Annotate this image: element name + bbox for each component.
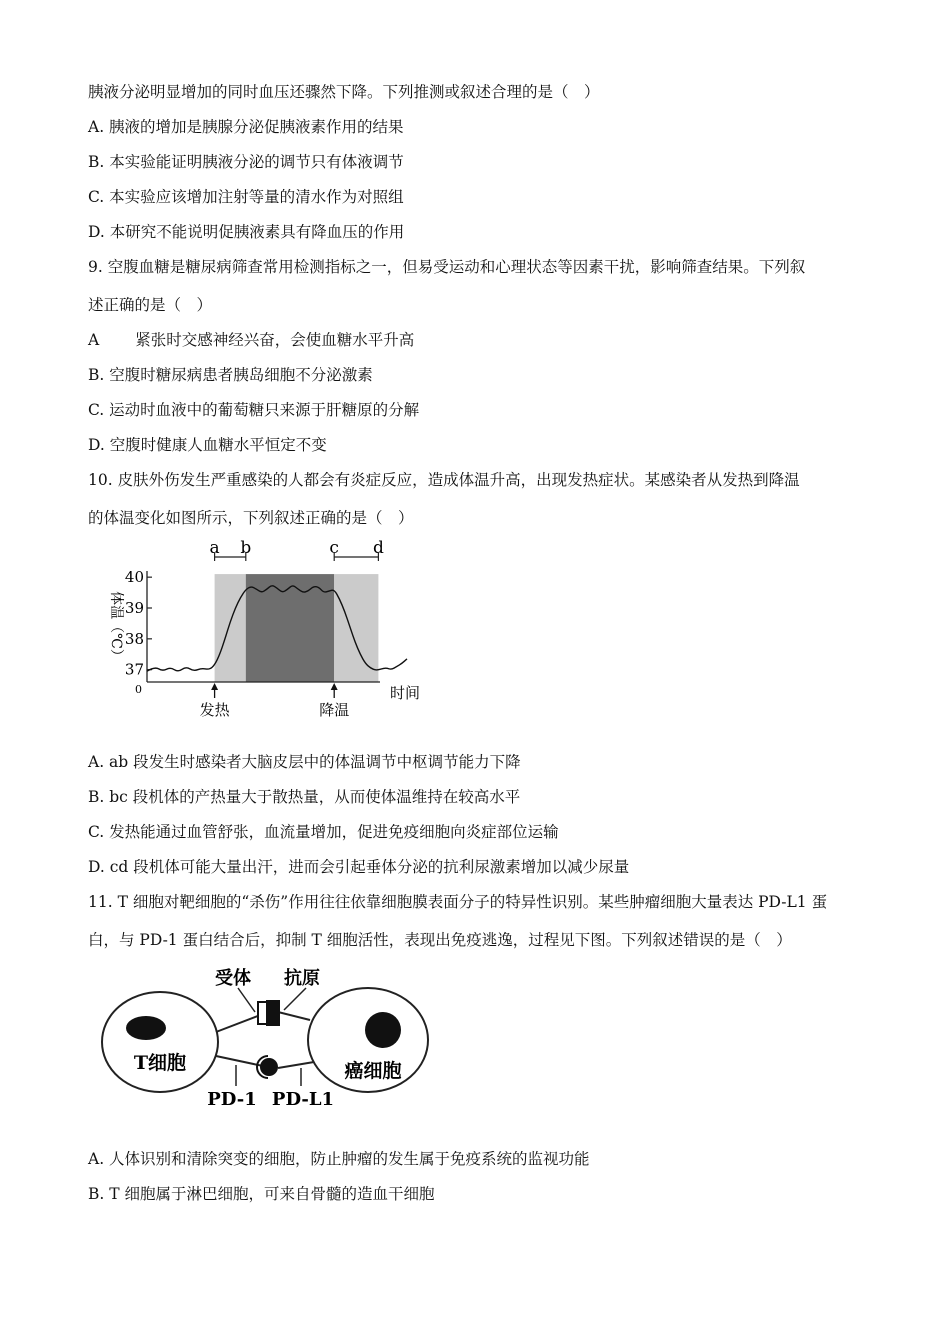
- pd1-label: PD-1: [207, 1089, 257, 1110]
- band-cd: [334, 574, 378, 682]
- pdl1-label: PD-L1: [271, 1089, 335, 1110]
- event-arrowhead-0: [211, 683, 218, 690]
- y-tick-label-0: 37: [124, 660, 144, 679]
- pd1-diagram: [98, 962, 438, 1120]
- antigen-pointer: [284, 988, 306, 1010]
- segment-label-b: b: [240, 538, 252, 558]
- q9-option-b: B. 空腹时糖尿病患者胰岛细胞不分泌激素: [88, 366, 373, 384]
- q8-option-b: B. 本实验能证明胰液分泌的调节只有体液调节: [88, 153, 404, 171]
- temperature-chart: [95, 535, 435, 725]
- event-label-0: 发热: [199, 701, 230, 719]
- q9-option-a-label: A: [88, 331, 100, 349]
- q9-option-a-text: 紧张时交感神经兴奋，会使血糖水平升高: [135, 331, 415, 349]
- membrane-top-left: [216, 1014, 263, 1032]
- receptor-label: 受体: [215, 968, 251, 989]
- q11-stem-line1: 11. T 细胞对靶细胞的“杀伤”作用往往依靠细胞膜表面分子的特异性识别。某些肿瘤细胞大量表达 PD-L1 蛋: [88, 893, 828, 911]
- segment-label-c: c: [329, 538, 339, 558]
- q10-stem-line1: 10. 皮肤外伤发生严重感染的人都会有炎症反应，造成体温升高，出现发热症状。某感染者从发热到降温: [88, 471, 800, 489]
- y-tick-label-3: 40: [124, 568, 144, 587]
- segment-label-a: a: [209, 538, 220, 558]
- q11-option-a: A. 人体识别和清除突变的细胞，防止肿瘤的发生属于免疫系统的监视功能: [88, 1150, 590, 1168]
- antigen-shape: [266, 1000, 280, 1026]
- q8-option-d: D. 本研究不能说明促胰液素具有降血压的作用: [88, 223, 405, 241]
- event-arrowhead-1: [331, 683, 338, 690]
- y-tick-label-1: 38: [124, 629, 144, 648]
- origin-label: 0: [135, 683, 142, 696]
- q8-stem: 胰液分泌明显增加的同时血压还骤然下降。下列推测或叙述合理的是（ ）: [88, 83, 600, 101]
- t-cell-label: T细胞: [133, 1052, 187, 1074]
- q9-option-d: D. 空腹时健康人血糖水平恒定不变: [88, 436, 327, 454]
- q10-option-d: D. cd 段机体可能大量出汗，进而会引起垂体分泌的抗利尿激素增加以减少尿量: [88, 858, 630, 876]
- y-tick-label-2: 39: [124, 599, 144, 617]
- antigen-label: 抗原: [284, 968, 320, 989]
- q9-stem-line1: 9. 空腹血糖是糖尿病筛查常用检测指标之一，但易受运动和心理状态等因素干扰，影响筛查结果。下列叙: [88, 258, 806, 276]
- segment-label-d: d: [372, 538, 384, 558]
- band-ab: [215, 574, 246, 682]
- q10-option-a: A. ab 段发生时感染者大脑皮层中的体温调节中枢调节能力下降: [88, 753, 521, 771]
- cancer-cell-nucleus: [365, 1012, 401, 1048]
- event-label-1: 降温: [319, 701, 350, 719]
- q9-option-c: C. 运动时血液中的葡萄糖只来源于肝糖原的分解: [88, 401, 420, 419]
- pdl1-shape: [260, 1058, 278, 1076]
- q11-stem-line2: 白，与 PD-1 蛋白结合后，抑制 T 细胞活性，表现出免疫逃逸，过程见下图。下列叙述错误的是（ ）: [88, 931, 792, 949]
- membrane-bottom-left: [216, 1056, 263, 1066]
- q10-option-c: C. 发热能通过血管舒张，血流量增加，促进免疫细胞向炎症部位运输: [88, 823, 559, 841]
- t-cell: [102, 992, 218, 1092]
- receptor-shape: [258, 1002, 267, 1024]
- q11-option-b: B. T 细胞属于淋巴细胞，可来自骨髓的造血干细胞: [88, 1185, 435, 1203]
- receptor-pointer: [238, 988, 255, 1012]
- cancer-cell-label: 癌细胞: [344, 1060, 402, 1082]
- q9-stem-line2: 述正确的是（ ）: [88, 296, 213, 314]
- q8-option-c: C. 本实验应该增加注射等量的清水作为对照组: [88, 188, 404, 206]
- membrane-bottom-right: [278, 1062, 314, 1068]
- q10-option-b: B. bc 段机体的产热量大于散热量，从而使体温维持在较高水平: [88, 788, 521, 806]
- x-axis-label: 时间: [390, 684, 421, 702]
- q10-stem-line2: 的体温变化如图所示，下列叙述正确的是（ ）: [88, 509, 414, 527]
- y-axis-label: 体温（℃）: [108, 591, 124, 663]
- t-cell-nucleus: [126, 1016, 166, 1040]
- q8-option-a: A. 胰液的增加是胰腺分泌促胰液素作用的结果: [88, 118, 404, 136]
- q9-option-a: [88, 330, 414, 350]
- membrane-top-right: [278, 1012, 310, 1020]
